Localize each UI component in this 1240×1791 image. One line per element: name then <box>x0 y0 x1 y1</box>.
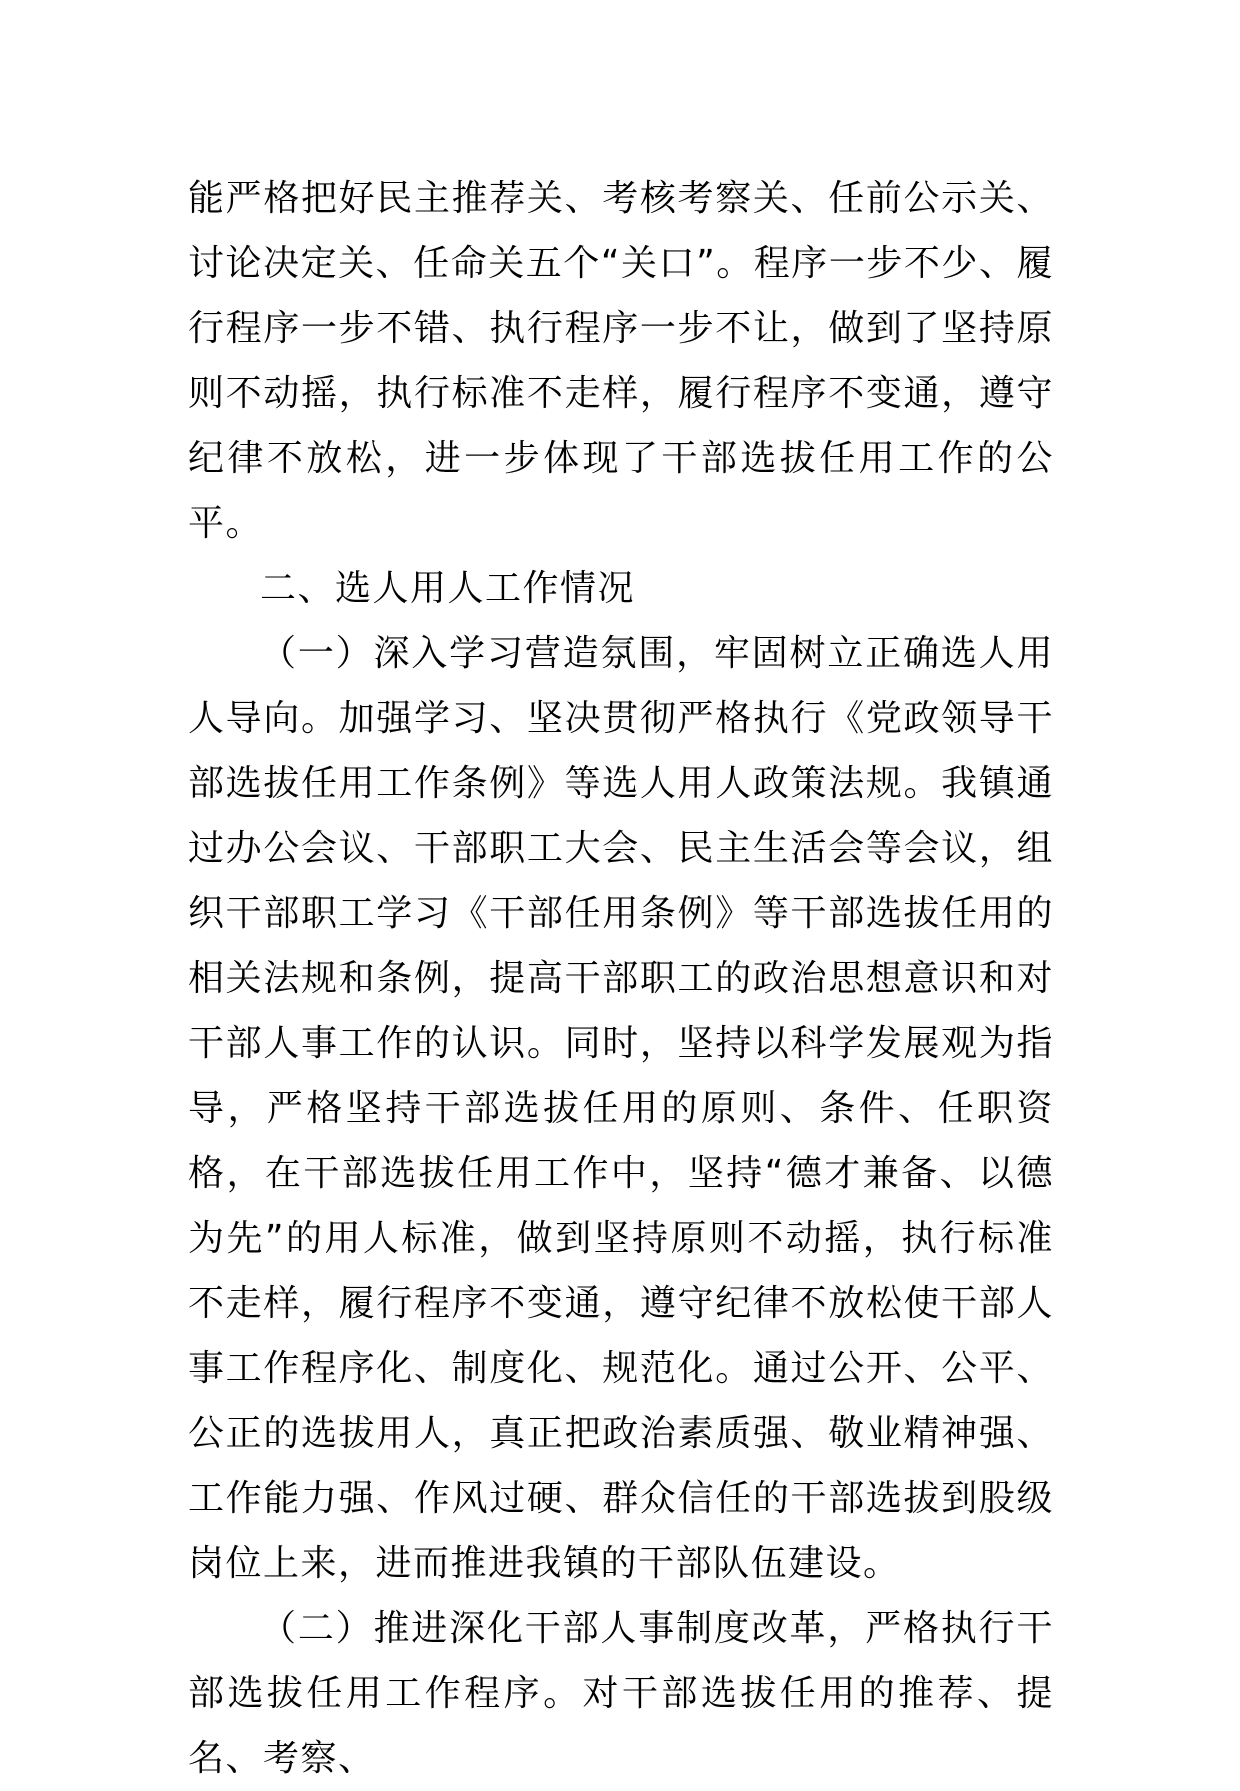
paragraph-continuation: 能严格把好民主推荐关、考核考察关、任前公示关、讨论决定关、任命关五个“关口”。程序一步不少、履行程序一步不错、执行程序一步不让，做到了坚持原则不动摇，执行标准不走样，履行程序不变通，遵守纪律不放松，进一步体现了干部选拔任用工作的公平。 <box>188 178 1054 544</box>
paragraph-subsection-2: （二）推进深化干部人事制度改革，严格执行干部选拔任用工作程序。对干部选拔任用的推荐、提名、考察、 <box>188 1608 1054 1779</box>
section-heading: 二、选人用人工作情况 <box>260 568 636 609</box>
document-body <box>188 166 1054 1791</box>
paragraph-subsection-1: （一）深入学习营造氛围，牢固树立正确选人用人导向。加强学习、坚决贯彻严格执行《党政领导干部选拔任用工作条例》等选人用人政策法规。我镇通过办公会议、干部职工大会、民主生活会等会议，组织干部职工学习《干部任用条例》等干部选拔任用的相关法规和条例，提高干部职工的政治思想意识和对干部人事工作的认识。同时，坚持以科学发展观为指导，严格坚持干部选拔任用的原则、条件、任职资格，在干部选拔任用工作中，坚持“德才兼备、以德为先”的用人标准，做到坚持原则不动摇，执行标准不走样，履行程序不变通，遵守纪律不放松使干部人事工作程序化、制度化、规范化。通过公开、公平、公正的选拔用人，真正把政治素质强、敬业精神强、工作能力强、作风过硬、群众信任的干部选拔到股级岗位上来，进而推进我镇的干部队伍建设。 <box>188 633 1054 1584</box>
